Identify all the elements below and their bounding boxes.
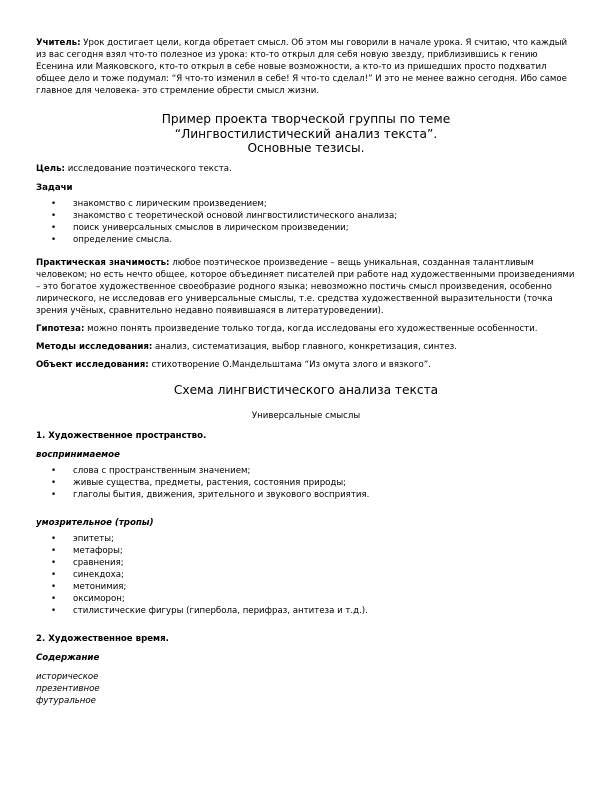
- list-item: • определение смысла.: [73, 234, 576, 246]
- list-item: • сравнения;: [73, 557, 576, 569]
- content-item: футуральное: [36, 696, 96, 706]
- list-item: • синекдоха;: [73, 569, 576, 581]
- content-item: историческое: [36, 672, 99, 682]
- list-item: • метафоры;: [73, 545, 576, 557]
- list-item: • знакомство с лирическим произведением;: [73, 198, 576, 210]
- project-title: [36, 112, 576, 156]
- teacher-text: Урок достигает цели, когда обретает смысл. Об этом мы говорили в начале урока. Я считаю, что каждый из вас сегодня взял что-то полезное из урока: кто-то открыл для себя новую звезду, приблизившись к гению Есенина или Маяковского, кто-то открыл в себе новые возможности, а кто-то из пришедших просто подхватил общее дело и тоже подумал: “Я что-то изменил в себе! Я что-то сделал!” И это не менее важно сегодня. Ибо самое главное для человека- это стремление обрести смысл жизни.: [36, 38, 568, 96]
- methods-paragraph: [36, 341, 576, 353]
- goal-text: исследование поэтического текста.: [67, 163, 232, 174]
- goal-paragraph: [36, 163, 576, 175]
- significance-paragraph: [36, 257, 576, 317]
- scheme-title: Схема лингвистического анализа текста: [173, 382, 439, 397]
- speculative-label: умозрительное (тропы): [36, 518, 154, 528]
- teacher-label: Учитель:: [36, 38, 81, 48]
- list-item: • эпитеты;: [73, 533, 576, 545]
- hypothesis-label: Гипотеза:: [36, 323, 85, 334]
- document-content: [36, 37, 576, 707]
- methods-label: Методы исследования:: [36, 341, 153, 352]
- perceived-list: [36, 465, 576, 501]
- list-item: • стилистические фигуры (гипербола, перифраз, антитеза и т.д.).: [73, 605, 576, 617]
- project-title-line-2: “Лингвостилистический анализ текста”.: [174, 126, 438, 141]
- content-list: [36, 671, 576, 707]
- object-label: Объект исследования:: [36, 359, 149, 370]
- section-1-title: 1. Художественное пространство.: [36, 431, 207, 441]
- goal-label: Цель:: [36, 163, 65, 174]
- project-title-line-3: Основные тезисы.: [247, 141, 365, 155]
- object-text: стихотворение О.Мандельштама “Из омута злого и вязкого”.: [151, 359, 431, 370]
- tasks-label: Задачи: [36, 182, 73, 193]
- hypothesis-paragraph: [36, 323, 576, 335]
- object-paragraph: [36, 359, 576, 371]
- tasks-list: [36, 198, 576, 246]
- content-item: презентивное: [36, 684, 100, 694]
- list-item: • слова с пространственным значением;: [73, 465, 576, 477]
- teacher-paragraph: [36, 37, 576, 97]
- list-item: • метонимия;: [73, 581, 576, 593]
- significance-text: любое поэтическое произведение – вещь уникальная, созданная талантливым человеком; но есть нечто общее, которое объединяет писателей при работе над художественными произведениями – это богатое художественное своеобразие родного языка; невозможно постичь смысл произведения, особенно лирического, не исследовав его универсальные смыслы, т.е. средства художественной выразительности (точка зрения учёных, сравнительно недавно появившаяся в литературоведении).: [36, 257, 575, 316]
- list-item: • поиск универсальных смыслов в лирическом произведении;: [73, 222, 576, 234]
- list-item: • знакомство с теоретической основой лингвостилистического анализа;: [73, 210, 576, 222]
- scheme-subtitle: Универсальные смыслы: [251, 411, 361, 421]
- perceived-label: воспринимаемое: [36, 450, 120, 460]
- hypothesis-text: можно понять произведение только тогда, когда исследованы его художественные особенности.: [87, 323, 538, 334]
- section-2-title: 2. Художественное время.: [36, 634, 169, 644]
- project-title-line-1: Пример проекта творческой группы по теме: [161, 112, 451, 126]
- list-item: • глаголы бытия, движения, зрительного и звукового восприятия.: [73, 489, 576, 501]
- methods-text: анализ, систематизация, выбор главного, конкретизация, синтез.: [155, 341, 457, 352]
- list-item: • живые существа, предметы, растения, состояния природы;: [73, 477, 576, 489]
- significance-label: Практическая значимость:: [36, 257, 170, 268]
- content-label: Содержание: [36, 653, 100, 663]
- list-item: • оксиморон;: [73, 593, 576, 605]
- speculative-list: [36, 533, 576, 617]
